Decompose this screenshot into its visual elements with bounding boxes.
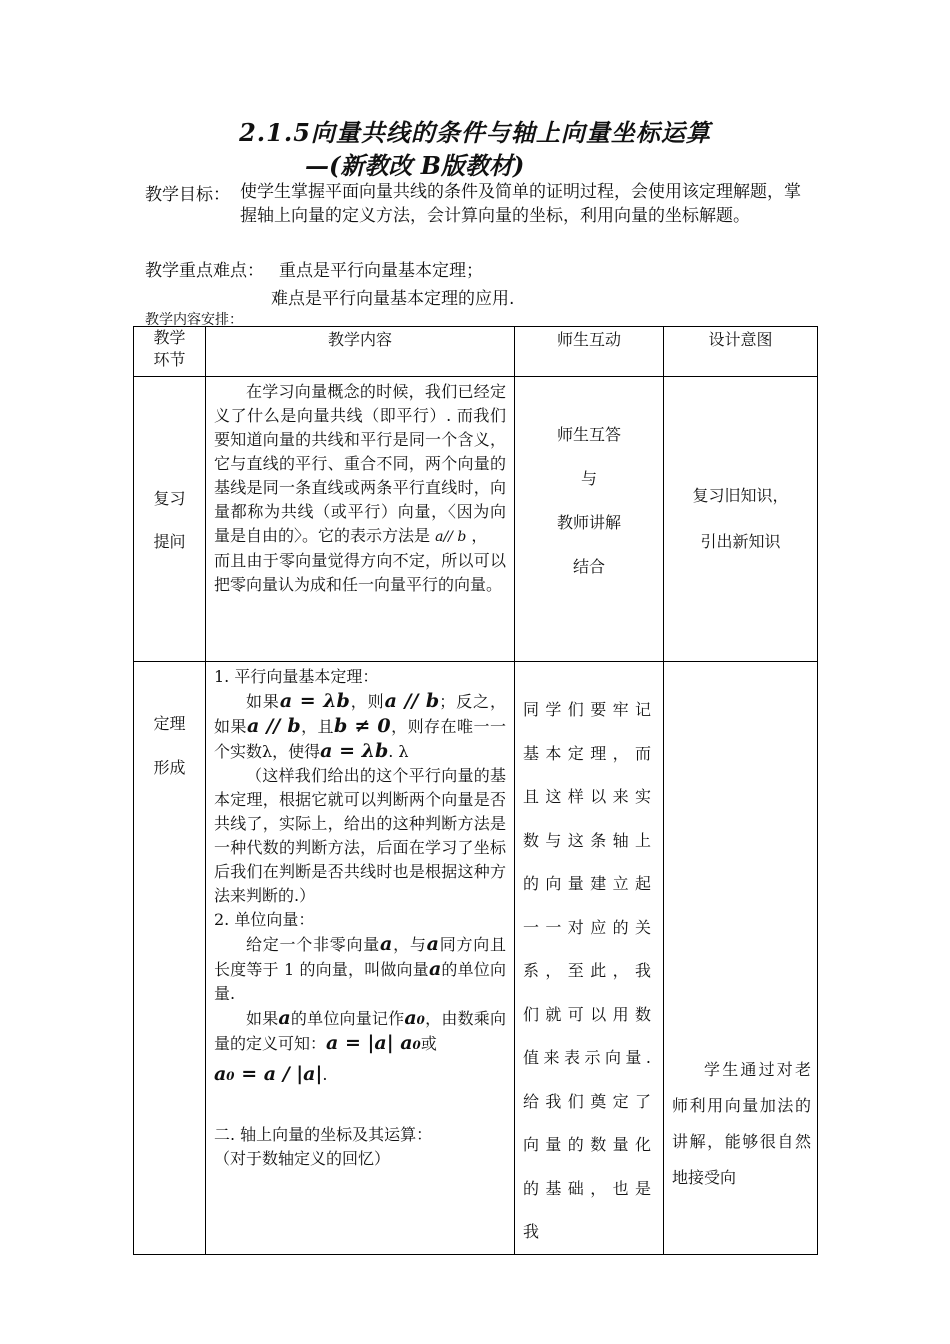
content-paragraph: 在学习向量概念的时候，我们已经定义了什么是向量共线（即平行）. 而我们要知道向量的共线和平行是同一个含义，它与直线的平行、重合不同，两个向量的基线是同一条直线或两条平行直线时，向量都称为共线（或平行）向量，〈因为向量是自由的〉。它的表示方法是	[214, 382, 506, 545]
header-stage: 教学环节	[134, 327, 206, 377]
unit-vector-text: 给定一个非零向量a，与a同方向且长度等于 1 的向量，叫做向量a的单位向量.	[214, 933, 506, 1003]
page-subtitle: —(新教改 B版教材)	[305, 151, 525, 180]
content-paragraph: 而且由于零向量觉得方向不定，所以可以把零向量认为成和任一向量平行的向量。	[214, 551, 506, 594]
parallel-notation: a// b	[435, 529, 467, 545]
unit-vector-formula-text: 如果a的单位向量记作a₀，由数乘向量的定义可知：a = |a| a₀或	[214, 1007, 506, 1054]
content-cell	[206, 662, 515, 1255]
header-interaction: 师生互动	[515, 327, 664, 377]
header-design: 设计意图	[664, 327, 818, 377]
design-cell: 复习旧知识， 引出新知识	[664, 377, 818, 662]
table-row	[134, 377, 818, 662]
content-cell: 在学习向量概念的时候，我们已经定义了什么是向量共线（即平行）. 而我们要知道向量的共线和平行是同一个含义，它与直线的平行、重合不同，两个向量的基线是同一条直线或两条平行直线时，向量都称为共线（或平行）向量，〈因为向量是自由的〉。它的表示方法是 a// b ， 而且由于零向量觉得方向不定，所以可以把零向量认为成和任一向量平行的向量。	[206, 377, 515, 662]
section-title: 2. 单位向量：	[214, 910, 315, 929]
key-points-label: 教学重点难点：	[145, 261, 264, 281]
table-row	[134, 662, 818, 1255]
key-point-2: 难点是平行向量基本定理的应用.	[271, 289, 515, 309]
header-content: 教学内容	[206, 327, 515, 377]
goal-label: 教学目标：	[145, 185, 230, 205]
goal-text: 使学生掌握平面向量共线的条件及简单的证明过程，会使用该定理解题，掌握轴上向量的定义方法，会计算向量的坐标，利用向量的坐标解题。	[240, 182, 801, 226]
interaction-cell: 师生互答 与 教师讲解 结合	[515, 377, 664, 662]
theorem-note: （这样我们给出的这个平行向量的基本定理，根据它就可以判断两个向量是否共线了，实际上，给出的这种判断方法是一种代数的判断方法，后面在学习了坐标后我们在判断是否共线时也是根据这种方法来判断的.）	[214, 766, 506, 905]
key-point-1: 重点是平行向量基本定理；	[279, 261, 483, 281]
page-title: 2.1.5向量共线的条件与轴上向量坐标运算	[239, 118, 711, 147]
section-title: 二. 轴上向量的坐标及其运算：	[214, 1125, 433, 1144]
section-subtitle: （对于数轴定义的回忆）	[214, 1149, 391, 1168]
stage-line: 提问	[153, 532, 186, 551]
section-title: 1. 平行向量基本定理：	[214, 667, 379, 686]
unit-vector-formula: a₀ = a / |a|.	[214, 1063, 328, 1085]
stage-line: 复习	[153, 489, 186, 508]
arrangement-label: 教学内容安排：	[145, 312, 243, 328]
design-cell: 学生通过对老师利用向量加法的讲解，能够很自然地接受向	[664, 662, 818, 1255]
stage-cell: 定理 形成	[134, 662, 206, 1255]
lesson-table	[133, 326, 818, 1255]
interaction-cell: 同学们要牢记基本定理，而且这样以来实数与这条轴上的向量建立起一一对应的关系，至此，我们就可以用数值来表示向量. 给我们奠定了向量的数量化的基础，也是我	[515, 662, 664, 1255]
table-header-row	[134, 327, 818, 377]
stage-cell	[134, 377, 206, 662]
theorem-text: 如果a = λb，则a // b；反之，如果a // b，且b ≠ 0，则存在唯一一个实数λ，使得a = λb. λ	[214, 690, 506, 762]
